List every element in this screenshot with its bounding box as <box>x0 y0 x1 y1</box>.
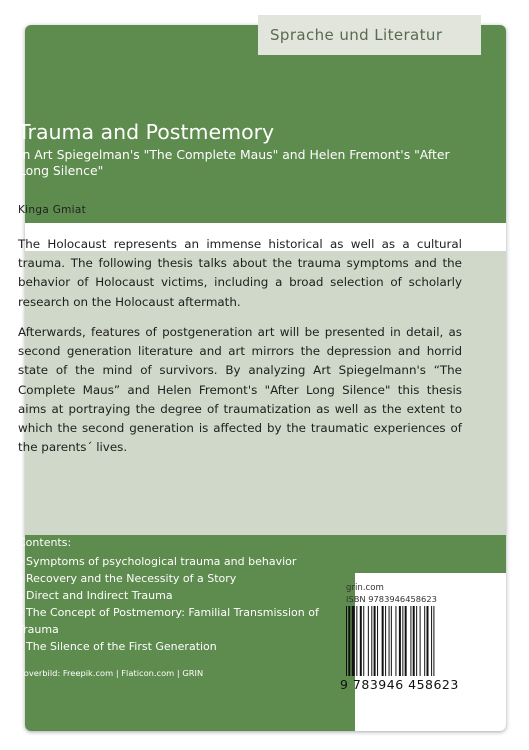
bullet-icon: • <box>18 640 25 653</box>
barcode-bar <box>356 606 357 676</box>
publisher-url: grin.com <box>346 583 384 593</box>
barcode-bar <box>377 606 378 676</box>
barcode-bar <box>410 606 411 676</box>
list-item: • The Silence of the First Generation <box>18 640 217 653</box>
bullet-icon: • <box>18 555 25 568</box>
barcode-bar <box>348 606 350 676</box>
barcode-bar <box>374 606 376 676</box>
barcode-bar <box>420 606 421 676</box>
barcode-bar <box>416 606 417 676</box>
barcode-bar <box>413 606 415 676</box>
barcode-bar <box>431 606 432 676</box>
list-item: • The Concept of Postmemory: Familial Transmission of Trauma <box>18 606 319 636</box>
bullet-icon: • <box>18 589 25 602</box>
barcode-bar <box>402 606 403 676</box>
book-title: Trauma and Postmemory <box>18 120 275 144</box>
barcode-bar <box>427 606 429 676</box>
barcode-bar <box>433 606 434 676</box>
barcode-bar <box>363 606 364 676</box>
list-item: • Direct and Indirect Trauma <box>18 589 173 602</box>
barcode-digits: 9 783946 458623 <box>340 677 459 692</box>
barcode-bar <box>399 606 401 676</box>
barcode-bar <box>360 606 362 676</box>
barcode-bar <box>405 606 407 676</box>
barcode-bar <box>385 606 386 676</box>
barcode-bar <box>389 606 390 676</box>
contents-heading: Contents: <box>18 536 72 549</box>
blurb-paragraph-2: Afterwards, features of postgeneration art will be presented in detail, as second generation literature and art mirrors the depression and horrid state of the mind of survivors. By analyzing Art Spiegelmann's “The Complete Maus” and Helen Fremont's "After Long Silence" this thesis aims at portraying the degree of traumatization as well as the extent to which the second generation is affected by the traumatic experiences of the parents´ lives. <box>18 325 462 455</box>
barcode-bar <box>368 606 369 676</box>
barcode-bar <box>382 606 384 676</box>
barcode-bar <box>352 606 355 676</box>
bullet-icon: • <box>18 606 25 619</box>
series-label: Sprache und Literatur <box>258 15 481 55</box>
list-item: • Recovery and the Necessity of a Story <box>18 572 237 585</box>
barcode-bar <box>395 606 396 676</box>
isbn-label: ISBN 9783946458623 <box>346 594 437 604</box>
barcode-bar <box>346 606 347 676</box>
list-item: • Symptoms of psychological trauma and behavior <box>18 555 297 568</box>
barcode-bar <box>424 606 425 676</box>
book-subtitle: in Art Spiegelman's "The Complete Maus" and Helen Fremont's "After Long Silence" <box>19 147 450 178</box>
barcode-bar <box>391 606 392 676</box>
cover-credits: Coverbild: Freepik.com | Flaticon.com | GRIN <box>18 668 204 678</box>
barcode-bar <box>371 606 372 676</box>
blurb-paragraph-1: The Holocaust represents an immense historical as well as a cultural trauma. The following thesis talks about the trauma symptoms and the behavior of Holocaust victims, including a broad selection of scholarly research on the Holocaust aftermath. <box>18 237 462 309</box>
bullet-icon: • <box>18 572 25 585</box>
barcode-graphic <box>346 606 468 676</box>
author-name: Kinga Gmiat <box>18 204 87 216</box>
contents-list <box>18 553 328 655</box>
